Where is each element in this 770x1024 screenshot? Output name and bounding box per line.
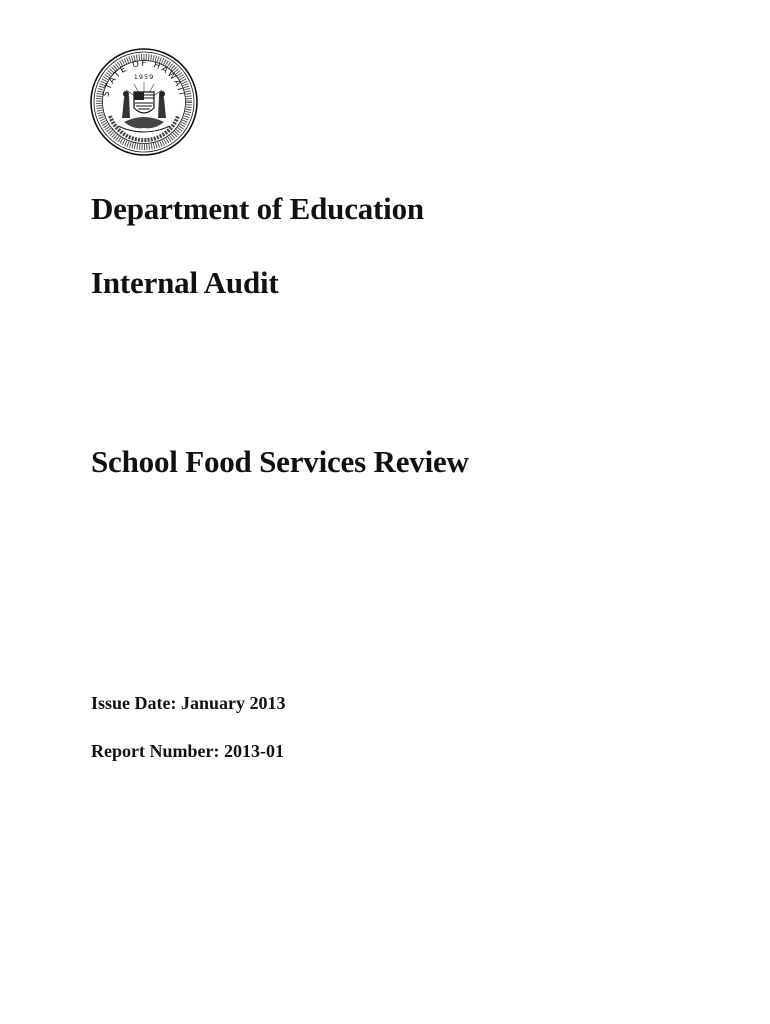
issue-date: Issue Date: January 2013 <box>91 693 286 713</box>
report-number: Report Number: 2013-01 <box>91 741 284 761</box>
state-seal-icon <box>88 46 200 158</box>
svg-text:1959: 1959 <box>133 73 155 81</box>
report-title: School Food Services Review <box>91 444 469 479</box>
svg-text:STATE OF HAWAII: STATE OF HAWAII <box>101 58 187 98</box>
division-title: Internal Audit <box>91 265 279 300</box>
department-title: Department of Education <box>91 191 424 226</box>
